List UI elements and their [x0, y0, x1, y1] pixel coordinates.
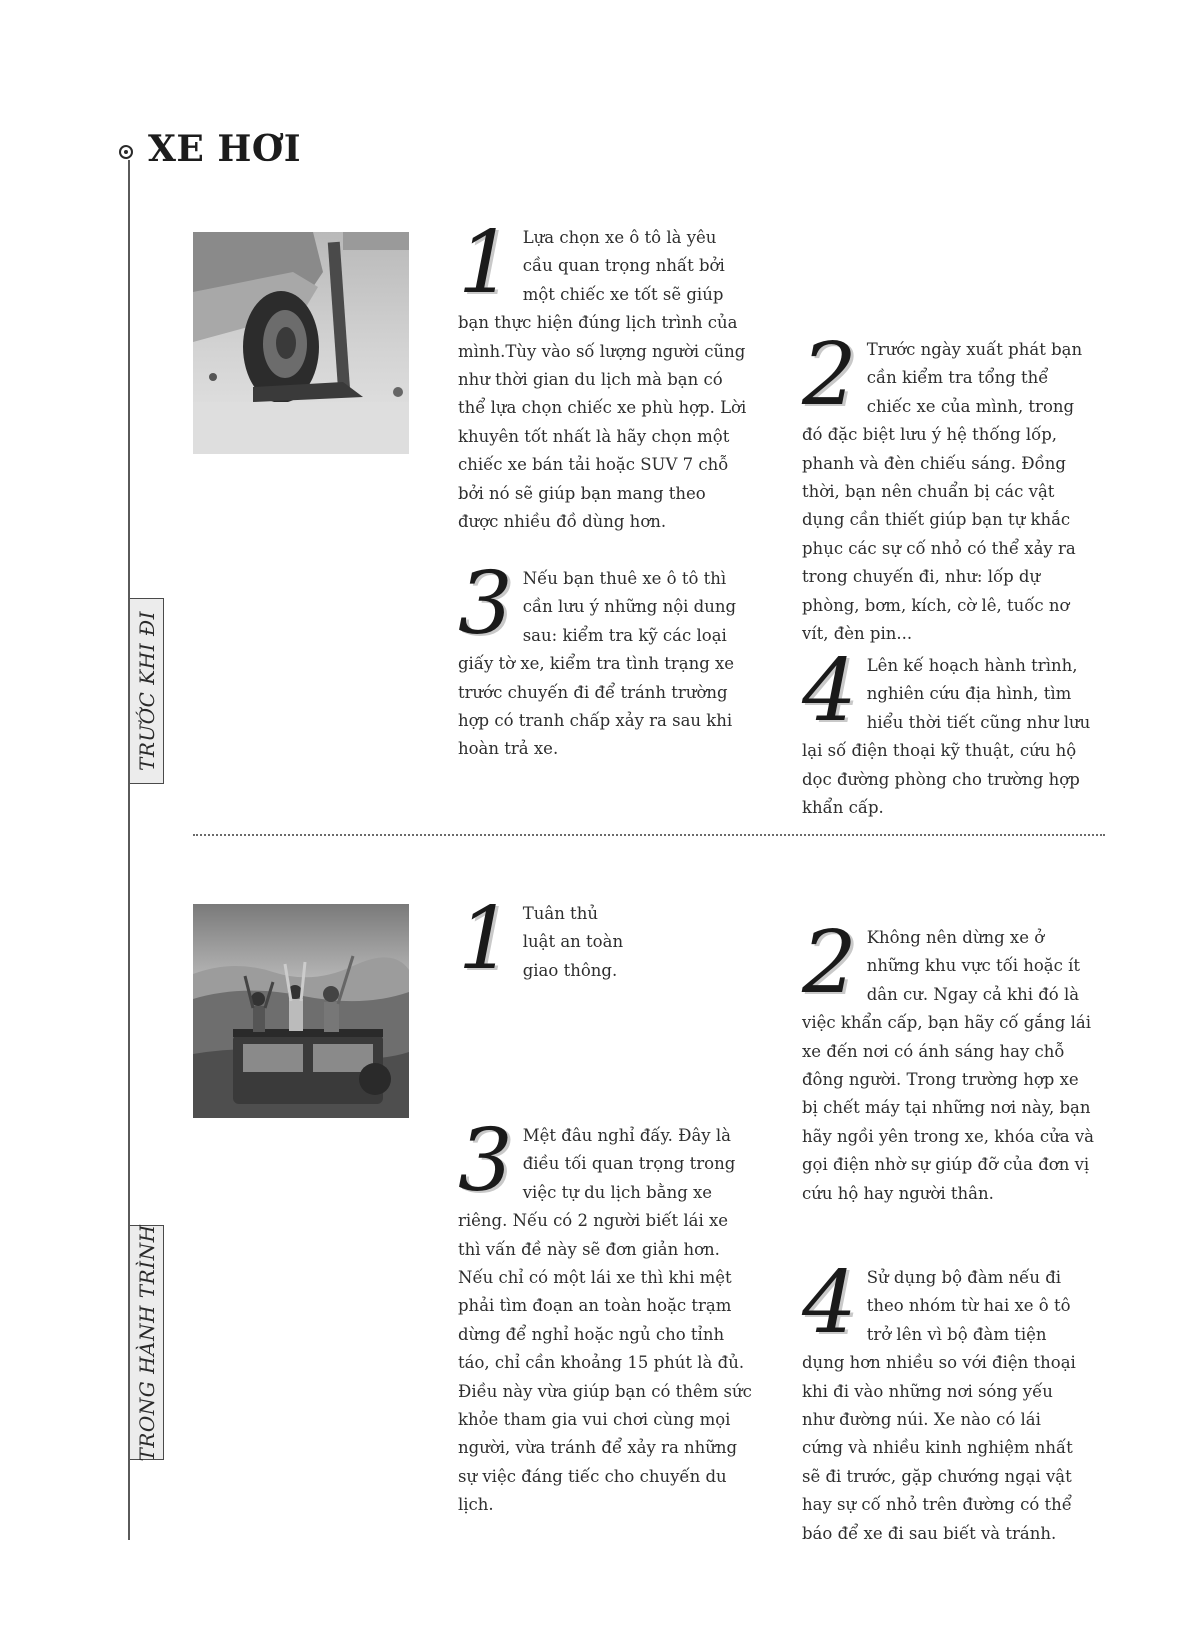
section-divider [193, 834, 1105, 836]
tip-number: 2 [802, 325, 857, 425]
tab-during-trip-label: TRONG HÀNH TRÌNH [134, 1223, 159, 1462]
tip-text: Sử dụng bộ đàm nếu đi theo nhóm từ hai xe ô tô trở lên vì bộ đàm tiện dụng hơn nhiều so với điện thoại khi đi vào những nơi sóng yếu như đường núi. Xe nào có lái cứng và nhiều kinh nghiệm nhất sẽ đi trước, gặp chướng ngại vật hay sự cố nhỏ trên đường có thể báo để xe đi sau biết và tránh. [802, 1268, 1076, 1543]
tip-text: Nếu bạn thuê xe ô tô thì cần lưu ý những nội dung sau: kiểm tra kỹ các loại giấy tờ xe, kiểm tra tình trạng xe trước chuyến đi để tránh trường hợp có tranh chấp xảy ra sau khi hoàn trả xe. [458, 569, 737, 759]
tip-number: 1 [458, 889, 513, 989]
tip-number: 4 [802, 641, 857, 741]
car-jack-photo [193, 232, 409, 454]
suv-mountain-photo [193, 904, 409, 1118]
during-tip-1 [458, 889, 628, 989]
timeline-dot [119, 145, 133, 159]
tab-during-trip [130, 1225, 164, 1460]
before-tip-4 [802, 641, 1102, 822]
tip-text: Không nên dừng xe ở những khu vực tối hoặc ít dân cư. Ngay cả khi đó là việc khẩn cấp, bạn hãy cố gắng lái xe đến nơi có ánh sáng hay chỗ đông người. Trong trường hợp xe bị chết máy tại những nơi này, bạn hãy ngồi yên trong xe, khóa cửa và gọi điện nhờ sự giúp đỡ của đơn vị cứu hộ hay người thân. [802, 928, 1094, 1203]
section-title: XE HƠI [148, 128, 302, 170]
tip-text: Mệt đâu nghỉ đấy. Đây là điều tối quan trọng trong việc tự du lịch bằng xe riêng. Nếu có 2 người biết lái xe thì vấn đề này sẽ đơn giản hơn. Nếu chỉ có một lái xe thì khi mệt phải tìm đoạn an toàn hoặc trạm dừng để nghỉ hoặc ngủ cho tỉnh táo, chỉ cần khoảng 15 phút là đủ. Điều này vừa giúp bạn có thêm sức khỏe tham gia vui chơi cùng mọi người, vừa tránh để xảy ra những sự việc đáng tiếc cho chuyến du lịch. [458, 1126, 752, 1515]
tip-number: 4 [802, 1253, 857, 1353]
before-tip-2 [802, 325, 1097, 648]
before-tip-1 [458, 213, 748, 536]
during-tip-4 [802, 1253, 1082, 1548]
tip-number: 1 [458, 213, 513, 313]
during-tip-2 [802, 913, 1097, 1208]
tip-number: 2 [802, 913, 857, 1013]
tab-before-trip [130, 598, 164, 784]
before-tip-3 [458, 554, 748, 764]
tip-text: Lên kế hoạch hành trình, nghiên cứu địa hình, tìm hiểu thời tiết cũng như lưu lại số điện thoại kỹ thuật, cứu hộ dọc đường phòng cho trường hợp khẩn cấp. [802, 656, 1091, 818]
tip-text: Tuân thủ luật an toàn giao thông. [522, 904, 624, 980]
tip-number: 3 [458, 554, 513, 654]
tip-number: 3 [458, 1111, 513, 1211]
tip-text: Lựa chọn xe ô tô là yêu cầu quan trọng nhất bởi một chiếc xe tốt sẽ giúp bạn thực hiện đúng lịch trình của mình.Tùy vào số lượng người cũng như thời gian du lịch mà bạn có thể lựa chọn chiếc xe phù hợp. Lời khuyên tốt nhất là hãy chọn một chiếc xe bán tải hoặc SUV 7 chỗ bởi nó sẽ giúp bạn mang theo được nhiều đồ dùng hơn. [458, 228, 747, 532]
during-tip-3 [458, 1111, 753, 1520]
tip-text: Trước ngày xuất phát bạn cần kiểm tra tổng thể chiếc xe của mình, trong đó đặc biệt lưu ý hệ thống lốp, phanh và đèn chiếu sáng. Đồng thời, bạn nên chuẩn bị các vật dụng cần thiết giúp bạn tự khắc phục các sự cố nhỏ có thể xảy ra trong chuyến đi, như: lốp dự phòng, bơm, kích, cờ lê, tuốc nơ vít, đèn pin... [802, 340, 1083, 644]
tab-before-trip-label: TRƯỚC KHI ĐI [134, 611, 159, 771]
